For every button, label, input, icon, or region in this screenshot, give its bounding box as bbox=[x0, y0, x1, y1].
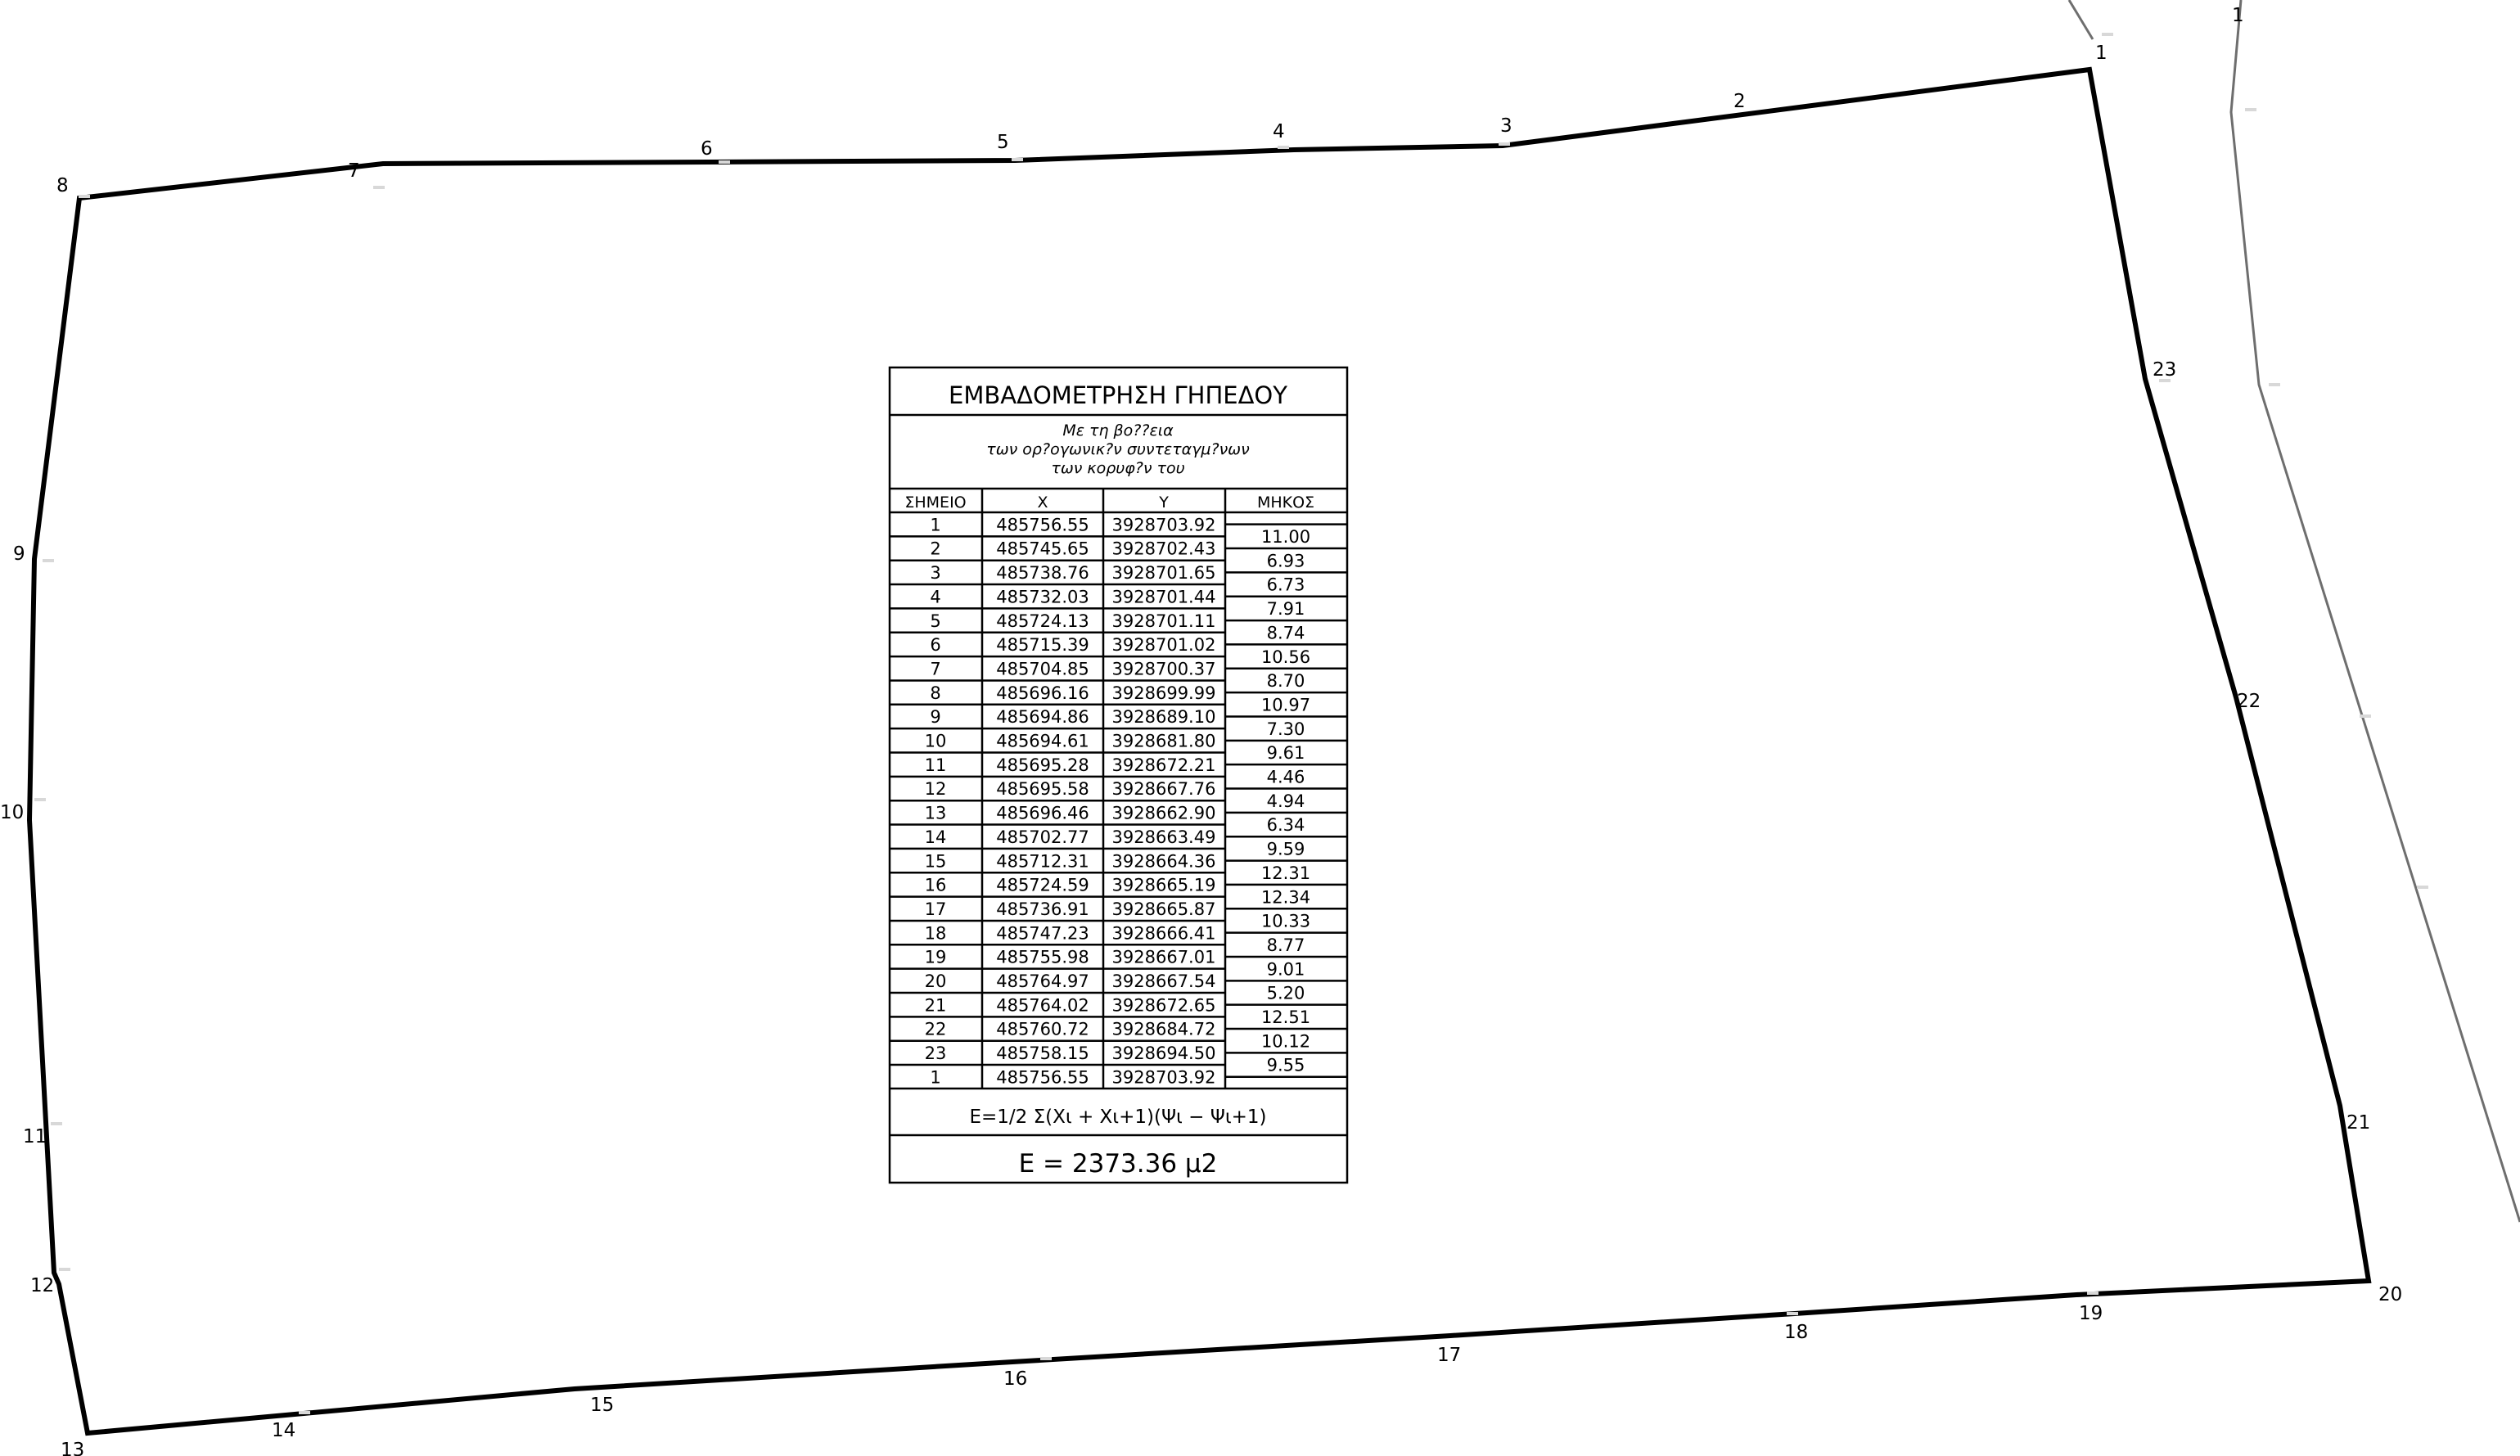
parcel-boundary bbox=[29, 70, 2369, 1433]
cell-point: 11 bbox=[924, 755, 947, 775]
cell-length: 11.00 bbox=[1260, 527, 1311, 548]
cell-y: 3928700.37 bbox=[1111, 659, 1216, 679]
cell-y: 3928701.11 bbox=[1111, 611, 1216, 631]
cell-x: 485756.55 bbox=[996, 1067, 1089, 1088]
cell-y: 3928667.76 bbox=[1111, 779, 1216, 800]
cell-x: 485755.98 bbox=[996, 947, 1089, 967]
cell-x: 485696.16 bbox=[996, 683, 1089, 703]
cell-length: 9.61 bbox=[1266, 743, 1305, 764]
cell-point: 15 bbox=[924, 851, 947, 872]
area-table bbox=[890, 367, 1347, 1183]
cell-length: 10.12 bbox=[1260, 1031, 1311, 1052]
vertex-label: 5 bbox=[997, 132, 1009, 153]
cell-x: 485738.76 bbox=[996, 563, 1089, 584]
neighbor-boundary bbox=[2069, 0, 2520, 1222]
cell-point: 9 bbox=[930, 707, 941, 728]
cell-y: 3928672.65 bbox=[1111, 995, 1216, 1016]
cell-x: 485695.28 bbox=[996, 755, 1089, 775]
cell-y: 3928702.43 bbox=[1111, 539, 1216, 559]
cell-point: 23 bbox=[924, 1044, 947, 1064]
cell-length: 9.55 bbox=[1266, 1055, 1305, 1075]
cell-y: 3928672.21 bbox=[1111, 755, 1216, 775]
cell-y: 3928703.92 bbox=[1111, 1067, 1216, 1088]
table-subtitle-line: Με τη βο??εια bbox=[1062, 421, 1174, 440]
cell-point: 1 bbox=[930, 515, 941, 535]
cell-length: 4.46 bbox=[1266, 767, 1305, 787]
cell-length: 5.20 bbox=[1266, 983, 1305, 1003]
cell-y: 3928689.10 bbox=[1111, 707, 1216, 728]
cell-length: 10.97 bbox=[1260, 695, 1311, 715]
cell-x: 485732.03 bbox=[996, 587, 1089, 607]
cell-x: 485694.61 bbox=[996, 731, 1089, 751]
cell-length: 10.33 bbox=[1260, 911, 1311, 931]
cell-point: 3 bbox=[930, 563, 941, 584]
cell-length: 6.73 bbox=[1266, 575, 1305, 595]
cell-length: 12.51 bbox=[1260, 1007, 1311, 1028]
vertex-label: 23 bbox=[2153, 359, 2177, 381]
area-formula: E=1/2 Σ(Xι + Xι+1)(Ψι − Ψι+1) bbox=[969, 1107, 1267, 1128]
cell-x: 485712.31 bbox=[996, 851, 1089, 872]
neighbor-vertex-label: 1 bbox=[2232, 5, 2244, 26]
vertex-label: 2 bbox=[1733, 91, 1746, 112]
cell-length: 8.70 bbox=[1266, 671, 1305, 692]
cell-length: 12.34 bbox=[1260, 887, 1311, 908]
cell-x: 485704.85 bbox=[996, 659, 1089, 679]
cell-length: 7.30 bbox=[1266, 719, 1305, 739]
vertex-label: 19 bbox=[2079, 1303, 2103, 1324]
vertex-label: 11 bbox=[23, 1126, 47, 1147]
cell-y: 3928701.02 bbox=[1111, 635, 1216, 656]
table-title: ΕΜΒΑΔΟΜΕΤΡΗΣΗ ΓΗΠΕΔΟΥ bbox=[949, 381, 1287, 409]
vertex-label: 17 bbox=[1437, 1345, 1462, 1366]
cell-point: 16 bbox=[924, 875, 947, 895]
cell-y: 3928664.36 bbox=[1111, 851, 1216, 872]
vertex-label: 22 bbox=[2237, 691, 2261, 712]
vertex-label: 14 bbox=[272, 1420, 296, 1441]
cell-length: 9.01 bbox=[1266, 959, 1305, 980]
cell-point: 17 bbox=[924, 899, 947, 919]
cell-length: 6.34 bbox=[1266, 815, 1305, 836]
cell-y: 3928681.80 bbox=[1111, 731, 1216, 751]
vertex-label: 21 bbox=[2346, 1112, 2371, 1134]
cell-x: 485715.39 bbox=[996, 635, 1089, 656]
cell-point: 10 bbox=[924, 731, 947, 751]
cell-x: 485756.55 bbox=[996, 515, 1089, 535]
cell-length: 9.59 bbox=[1266, 839, 1305, 859]
cell-x: 485764.97 bbox=[996, 971, 1089, 991]
cell-y: 3928667.54 bbox=[1111, 971, 1216, 991]
cell-y: 3928701.65 bbox=[1111, 563, 1216, 584]
cell-length: 8.77 bbox=[1266, 935, 1305, 955]
cell-x: 485696.46 bbox=[996, 803, 1089, 823]
cell-length: 12.31 bbox=[1260, 863, 1311, 883]
vertex-label: 10 bbox=[0, 802, 25, 823]
cell-x: 485724.13 bbox=[996, 611, 1089, 631]
vertex-label: 7 bbox=[348, 160, 360, 182]
cell-point: 22 bbox=[924, 1019, 947, 1039]
column-header-y: Y bbox=[1159, 494, 1169, 512]
cell-y: 3928662.90 bbox=[1111, 803, 1216, 823]
cell-length: 10.56 bbox=[1260, 647, 1311, 667]
cell-point: 12 bbox=[924, 779, 947, 800]
cell-x: 485745.65 bbox=[996, 539, 1089, 559]
vertex-label: 16 bbox=[1003, 1368, 1028, 1390]
column-header-length: ΜΗΚΟΣ bbox=[1256, 494, 1315, 512]
vertex-label: 15 bbox=[590, 1395, 615, 1416]
table-subtitle-line: των κορυφ?ν του bbox=[1051, 459, 1185, 477]
cell-y: 3928665.19 bbox=[1111, 875, 1216, 895]
vertex-label: 4 bbox=[1273, 121, 1285, 142]
cell-point: 1 bbox=[930, 1067, 941, 1088]
cell-length: 4.94 bbox=[1266, 791, 1305, 811]
cell-length: 6.93 bbox=[1266, 551, 1305, 571]
cell-point: 7 bbox=[930, 659, 941, 679]
cell-y: 3928699.99 bbox=[1111, 683, 1216, 703]
table-subtitle-line: των ορ?ογωνικ?ν συντεταγμ?νων bbox=[986, 440, 1250, 458]
column-header-point: ΣΗΜΕΙΟ bbox=[904, 494, 967, 512]
cell-point: 19 bbox=[924, 947, 947, 967]
vertex-label: 1 bbox=[2095, 43, 2108, 64]
cell-x: 485695.58 bbox=[996, 779, 1089, 800]
area-result: E = 2373.36 μ2 bbox=[1018, 1149, 1218, 1179]
cell-point: 5 bbox=[930, 611, 941, 631]
cell-point: 20 bbox=[924, 971, 947, 991]
cell-y: 3928694.50 bbox=[1111, 1044, 1216, 1064]
cell-y: 3928666.41 bbox=[1111, 923, 1216, 944]
vertex-label: 8 bbox=[56, 175, 69, 196]
vertex-label: 9 bbox=[13, 543, 25, 565]
vertex-label: 6 bbox=[701, 138, 713, 160]
cell-point: 21 bbox=[924, 995, 947, 1016]
length-cells bbox=[1261, 527, 1310, 1075]
cell-point: 2 bbox=[930, 539, 941, 559]
cell-x: 485758.15 bbox=[996, 1044, 1089, 1064]
cell-point: 18 bbox=[924, 923, 947, 944]
cell-point: 4 bbox=[930, 587, 941, 607]
cell-x: 485736.91 bbox=[996, 899, 1089, 919]
cell-length: 7.91 bbox=[1266, 599, 1305, 620]
vertex-label: 13 bbox=[61, 1440, 85, 1456]
cell-y: 3928684.72 bbox=[1111, 1019, 1216, 1039]
cell-x: 485702.77 bbox=[996, 827, 1089, 847]
vertex-label: 18 bbox=[1784, 1322, 1809, 1343]
column-header-x: X bbox=[1037, 494, 1048, 512]
cell-y: 3928701.44 bbox=[1111, 587, 1216, 607]
cell-y: 3928663.49 bbox=[1111, 827, 1216, 847]
cell-x: 485694.86 bbox=[996, 707, 1089, 728]
cell-point: 6 bbox=[930, 635, 941, 656]
vertex-label: 12 bbox=[30, 1275, 55, 1296]
cell-point: 14 bbox=[924, 827, 947, 847]
vertex-label: 3 bbox=[1500, 115, 1512, 137]
cell-length: 8.74 bbox=[1266, 623, 1305, 643]
cell-y: 3928665.87 bbox=[1111, 899, 1216, 919]
cell-x: 485724.59 bbox=[996, 875, 1089, 895]
vertex-label: 20 bbox=[2378, 1284, 2403, 1305]
vertex-markers bbox=[34, 33, 2428, 1414]
cell-point: 13 bbox=[924, 803, 947, 823]
cell-x: 485747.23 bbox=[996, 923, 1089, 944]
cell-point: 8 bbox=[930, 683, 941, 703]
cell-x: 485760.72 bbox=[996, 1019, 1089, 1039]
cell-y: 3928667.01 bbox=[1111, 947, 1216, 967]
cell-x: 485764.02 bbox=[996, 995, 1089, 1016]
cell-y: 3928703.92 bbox=[1111, 515, 1216, 535]
